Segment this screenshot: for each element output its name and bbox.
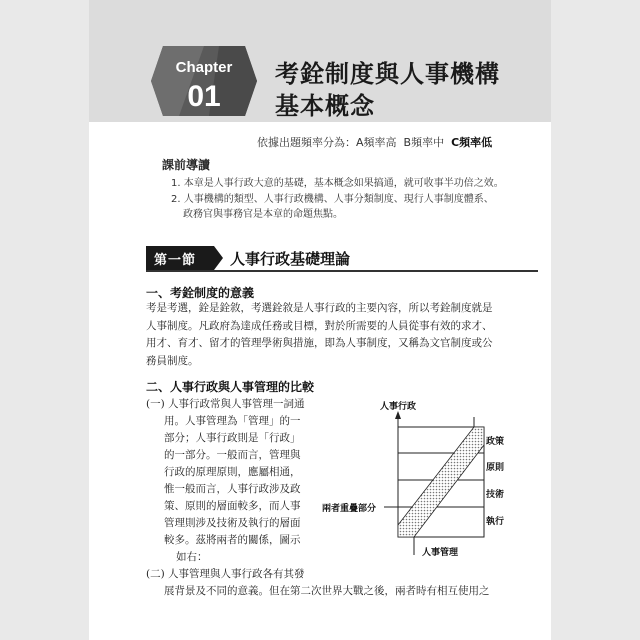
chapter-title-line1: 考銓制度與人事機構 xyxy=(275,60,500,88)
label-level-principle: 原則 xyxy=(486,463,505,473)
part1-line: 用才、育才、留才的管理學術與措施，即為人事制度，又稱為文官制度或公 xyxy=(146,337,493,349)
part2-line: 展背景及不同的意義。但在第二次世界大戰之後，兩者時有相互使用之 xyxy=(164,585,490,597)
intro-title: 課前導讀 xyxy=(162,158,211,172)
frequency-legend xyxy=(257,134,492,150)
label-personnel-management: 人事管理 xyxy=(422,548,459,558)
part2-line: 策、原則的層面較多，而人事 xyxy=(164,500,301,512)
intro-item-2: 2. 人事機構的類型、人事行政機構、人事分類制度、現行人事制度體系、 xyxy=(171,194,494,205)
badge-chapter-number: 01 xyxy=(187,80,221,113)
part1-paragraph xyxy=(146,300,541,370)
part2-heading: 二、人事行政與人事管理的比較 xyxy=(146,380,315,394)
part2-line: (二) 人事管理與人事行政各有其發 xyxy=(146,568,305,580)
section-header xyxy=(146,246,538,270)
part2-line: 行政的原理原則，應屬相通， xyxy=(164,466,301,478)
document-page xyxy=(89,0,551,640)
part2-line: 如右： xyxy=(176,551,208,563)
label-level-policy: 政策 xyxy=(486,437,505,447)
frequency-low: C頻率低 xyxy=(451,136,493,149)
label-level-execution: 執行 xyxy=(486,517,505,527)
part1-line: 務員制度。 xyxy=(146,354,199,367)
part2-line: (一) 人事行政常與人事管理一詞通 xyxy=(146,398,305,410)
label-overlap: 兩者重疊部分 xyxy=(322,504,377,514)
label-personnel-administration: 人事行政 xyxy=(380,402,417,412)
section-tag-label: 第一節 xyxy=(154,253,197,268)
part2-line: 部分；人事行政則是「行政」 xyxy=(164,432,301,444)
frequency-high: A頻率高 xyxy=(356,136,397,149)
chapter-badge xyxy=(149,44,259,118)
part2-line: 管理則涉及技術及執行的層面 xyxy=(164,517,301,529)
relationship-diagram xyxy=(324,395,514,565)
badge-chapter-word: Chapter xyxy=(175,59,233,76)
overlap-band xyxy=(398,427,484,537)
diagram-svg xyxy=(324,395,514,565)
chapter-header xyxy=(89,0,551,122)
part2-line: 較多。茲將兩者的關係，圖示 xyxy=(164,534,301,546)
label-level-technique: 技術 xyxy=(486,490,505,500)
frequency-mid: B頻率中 xyxy=(403,136,445,149)
part1-line: 人事制度。凡政府為達成任務或目標，對於所需要的人員從事有效的求才、 xyxy=(146,319,493,332)
part1-heading: 一、考銓制度的意義 xyxy=(146,286,255,300)
arrow-up-icon xyxy=(395,411,401,419)
section-rule xyxy=(146,270,538,272)
part2-line: 惟一般而言，人事行政涉及政 xyxy=(164,483,301,495)
section-title: 人事行政基礎理論 xyxy=(230,250,351,268)
intro-item-2-cont: 政務官與事務官是本章的命題焦點。 xyxy=(183,209,343,220)
part2-line: 用。人事管理為「管理」的一 xyxy=(164,415,301,427)
part2-line: 的一部分。一般而言，管理與 xyxy=(164,449,301,461)
frequency-prefix: 依據出題頻率分為： xyxy=(257,136,356,149)
chapter-title-line2: 基本概念 xyxy=(275,92,375,120)
section-tag-arrow xyxy=(214,246,223,270)
part1-line: 考是考選，銓是銓敘，考選銓敘是人事行政的主要內容，所以考銓制度就是 xyxy=(146,302,493,314)
intro-item-1: 1. 本章是人事行政大意的基礎，基本概念如果搞通，就可收事半功倍之效。 xyxy=(171,178,504,189)
